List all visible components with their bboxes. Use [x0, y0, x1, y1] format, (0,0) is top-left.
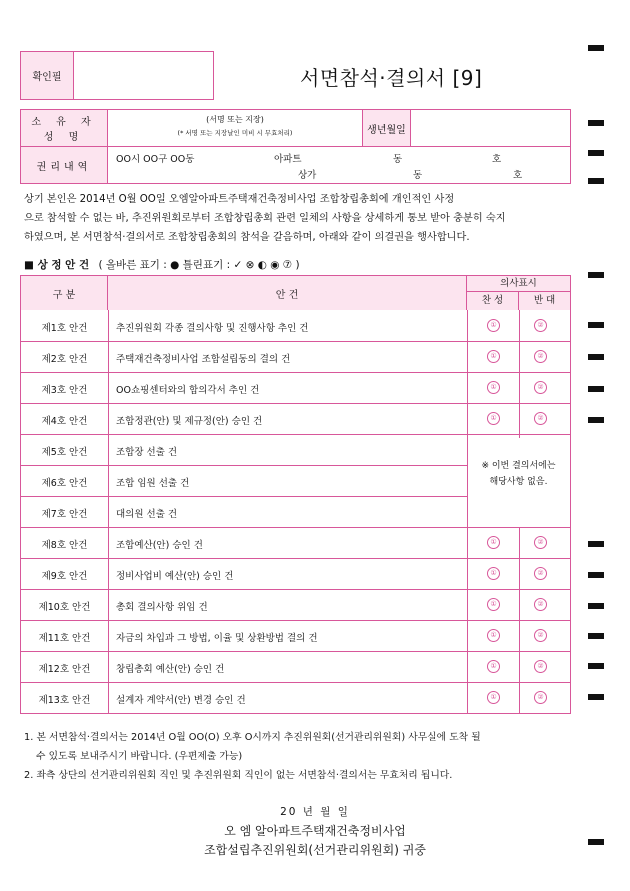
row-divider [21, 465, 467, 466]
omr-mark [588, 541, 604, 547]
omr-mark [588, 272, 604, 278]
birth-field[interactable] [411, 110, 570, 147]
agenda-number: 제1호 안건 [41, 323, 88, 334]
signature-organization: 오 엠 알아파트주택재건축정비사업 [224, 824, 406, 838]
omr-mark [588, 386, 604, 392]
agenda-title: 조합 임원 선출 건 [116, 478, 190, 489]
agenda-number: 제12호 안건 [38, 664, 91, 675]
agenda-number: 제11호 안건 [38, 633, 91, 644]
rights-address: OO시 OO구 OO동 [116, 154, 195, 165]
agenda-title: 총회 결의사항 위임 건 [116, 602, 208, 613]
grid-line [108, 310, 109, 713]
not-applicable-line: ※ 이번 결의서에는 [481, 461, 556, 471]
omr-mark [588, 322, 604, 328]
signature-recipient: 조합설립추진위원회(선거관리위원회) 귀중 [204, 843, 426, 857]
agenda-title: 대의원 선출 건 [116, 509, 178, 520]
rights-store-dong: 동 [413, 170, 423, 181]
rights-detail [108, 147, 570, 183]
omr-mark [588, 633, 604, 639]
birth-label: 생년월일 [363, 110, 411, 147]
row-divider [21, 558, 570, 559]
rights-store: 상가 [298, 170, 317, 181]
vote-for-bubble[interactable]: ① [487, 319, 500, 332]
omr-mark [588, 572, 604, 578]
agenda-title: 창립총회 예산(안) 승인 건 [116, 664, 225, 675]
owner-name-label-cell [21, 110, 108, 147]
row-divider [21, 620, 570, 621]
omr-mark [588, 354, 604, 360]
agenda-heading-title: ■ 상 정 안 건 [24, 259, 90, 271]
grid-line [467, 310, 468, 713]
signature-hint: (서명 또는 지장) [206, 115, 264, 124]
agenda-number: 제2호 안건 [41, 354, 88, 365]
row-divider [21, 651, 570, 652]
col-for-header: 찬 성 [467, 292, 519, 310]
omr-mark [588, 178, 604, 184]
rights-ho: 호 [492, 154, 502, 165]
omr-mark [588, 694, 604, 700]
agenda-number: 제10호 안건 [38, 602, 91, 613]
owner-info-table [20, 109, 571, 184]
notice-paragraph [24, 190, 584, 247]
agenda-table [20, 275, 571, 714]
vote-against-bubble[interactable]: ② [534, 536, 547, 549]
agenda-number: 제13호 안건 [38, 695, 91, 706]
vote-against-bubble[interactable]: ② [534, 629, 547, 642]
footnote-line: 수 있도록 보내주시기 바랍니다. (우편제출 가능) [36, 751, 243, 762]
footnotes [24, 728, 584, 785]
grid-line [519, 310, 520, 438]
row-divider [21, 403, 570, 404]
omr-mark [588, 120, 604, 126]
omr-mark [588, 45, 604, 51]
vote-against-bubble[interactable]: ② [534, 598, 547, 611]
agenda-number: 제9호 안건 [41, 571, 88, 582]
vote-for-bubble[interactable]: ① [487, 660, 500, 673]
row-divider [21, 341, 570, 342]
vote-against-bubble[interactable]: ② [534, 350, 547, 363]
row-divider [21, 434, 570, 435]
agenda-number: 제4호 안건 [41, 416, 88, 427]
agenda-title: 자금의 차입과 그 방법, 이율 및 상환방법 결의 건 [116, 633, 318, 644]
rights-dong: 동 [393, 154, 403, 165]
row-divider [21, 372, 570, 373]
marking-guide: ( 올바른 표기 : ● 틀린표기 : ✓ ⊗ ◐ ◉ ⑦ ) [98, 259, 300, 271]
agenda-number: 제8호 안건 [41, 540, 88, 551]
not-applicable-line: 해당사항 없음. [489, 477, 548, 487]
col-against-header: 반 대 [519, 292, 570, 310]
signature-warning: (* 서명 또는 지장날인 미비 시 무효처리) [177, 129, 293, 137]
vote-against-bubble[interactable]: ② [534, 381, 547, 394]
agenda-number: 제5호 안건 [41, 447, 88, 458]
vote-for-bubble[interactable]: ① [487, 536, 500, 549]
confirm-stamp-box [20, 51, 214, 100]
signature-date: 20 년 월 일 [280, 806, 350, 818]
footnote-line: 2. 좌측 상단의 선거관리위원회 직인 및 추진위원회 직인이 없는 서면참석·결의서는 무효처리 됩니다. [24, 770, 453, 781]
rights-apartment: 아파트 [274, 154, 302, 165]
notice-line: 하였으며, 본 서면참석·결의서로 조합창립총회의 참석을 갈음하며, 아래와 같이 의결권을 행사합니다. [24, 232, 470, 243]
owner-label: 소 유 자 [31, 117, 97, 128]
agenda-title: 조합정관(안) 및 제규정(안) 승인 건 [116, 416, 263, 427]
vote-for-bubble[interactable]: ① [487, 381, 500, 394]
vote-for-bubble[interactable]: ① [487, 629, 500, 642]
notice-line: 으로 참석할 수 없는 바, 추진위원회로부터 조합창립총회 관련 일체의 사항을 상세하게 통보 받아 충분히 숙지 [24, 213, 506, 224]
row-divider [21, 527, 570, 528]
col-vote-header: 의사표시 [467, 276, 570, 292]
not-applicable-note [467, 458, 570, 490]
vote-against-bubble[interactable]: ② [534, 691, 547, 704]
agenda-title: 정비사업비 예산(안) 승인 건 [116, 571, 234, 582]
agenda-title: 주택재건축정비사업 조합설립동의 결의 건 [116, 354, 291, 365]
vote-against-bubble[interactable]: ② [534, 319, 547, 332]
agenda-number: 제3호 안건 [41, 385, 88, 396]
row-divider [21, 589, 570, 590]
name-label: 성 명 [43, 132, 85, 143]
confirm-label: 확인필 [21, 52, 74, 99]
rights-store-ho: 호 [513, 170, 523, 181]
agenda-title: 추진위원회 각종 결의사항 및 진행사항 추인 건 [116, 323, 309, 334]
agenda-number: 제7호 안건 [41, 509, 88, 520]
agenda-title: OO쇼핑센터와의 합의각서 추인 건 [116, 385, 260, 396]
agenda-title: 조합장 선출 건 [116, 447, 178, 458]
vote-for-bubble[interactable]: ① [487, 691, 500, 704]
vote-against-bubble[interactable]: ② [534, 660, 547, 673]
omr-mark [588, 663, 604, 669]
omr-mark [588, 150, 604, 156]
agenda-heading [24, 257, 300, 272]
agenda-title: 조합예산(안) 승인 건 [116, 540, 203, 551]
agenda-number: 제6호 안건 [41, 478, 88, 489]
omr-mark [588, 603, 604, 609]
col-category-header: 구 분 [21, 276, 108, 310]
page-title: 서면참석·결의서 [9] [300, 66, 483, 90]
vote-for-bubble[interactable]: ① [487, 412, 500, 425]
notice-line: 상기 본인은 2014년 O월 OO일 오엠알아파트주택재건축정비사업 조합창립총회에 개인적인 사정 [24, 194, 455, 205]
vote-for-bubble[interactable]: ① [487, 350, 500, 363]
agenda-title: 설계자 계약서(안) 변경 승인 건 [116, 695, 246, 706]
footnote-line: 1. 본 서면참석·결의서는 2014년 O월 OO(O) 오후 O시까지 추진위원회(선거관리위원회) 사무실에 도착 될 [24, 732, 481, 743]
omr-mark [588, 417, 604, 423]
row-divider [21, 682, 570, 683]
rights-label: 권리내역 [21, 147, 108, 183]
vote-for-bubble[interactable]: ① [487, 567, 500, 580]
vote-against-bubble[interactable]: ② [534, 412, 547, 425]
col-item-header: 안 건 [108, 276, 467, 310]
row-divider [21, 496, 467, 497]
vote-against-bubble[interactable]: ② [534, 567, 547, 580]
signature-field[interactable] [108, 110, 363, 147]
vote-for-bubble[interactable]: ① [487, 598, 500, 611]
